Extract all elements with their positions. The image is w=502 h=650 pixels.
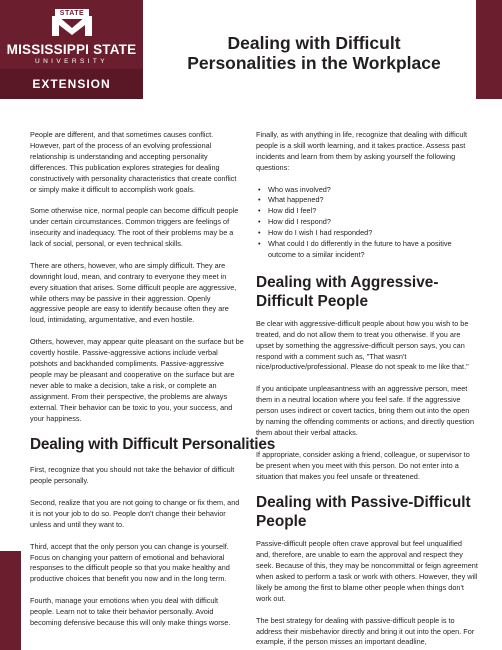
aggressive-support-paragraph: If appropriate, consider asking a friend, colleague, or supervisor to be present when you meet with this person. Do not enter into a situation that makes you feel unsafe or threatened. xyxy=(256,449,470,481)
left-column xyxy=(30,130,276,640)
reflection-questions-list xyxy=(256,185,478,261)
right-column xyxy=(256,130,478,650)
list-item: • What could I do differently in the future to have a positive outcome to a similar incident? xyxy=(256,239,478,261)
list-item: • How did I respond? xyxy=(256,217,478,228)
passive-aggressive-paragraph: Others, however, may appear quite pleasant on the surface but be covertly hostile. Passive-aggressive actions include verbal potshots and backhanded compliments. Passive-aggressive people may be pleasant and cooperative on the surface but are never able to make a decision, take a risk, or complete an assignment. From their perspective, the problems are always external. Their behavior can be toxic to you, your success, and your happiness. xyxy=(30,337,244,423)
passive-strategy-paragraph: The best strategy for dealing with passive-difficult people is to address their misbehavior directly and bring it out into the open. For example, if the person misses an important deadline, xyxy=(256,615,475,647)
aggressive-paragraph: There are others, however, who are simply difficult. They are downright loud, mean, and contrary to everyone they meet in every situation that arises. Some difficult people are aggressive, while others may be passive in their aggression. Openly aggressive people are easy to identify because often they are loud, intimidating, argumentative, and even hostile. xyxy=(30,260,237,325)
top-right-accent-bar xyxy=(476,0,502,99)
triggers-paragraph: Some otherwise nice, normal people can become difficult people under certain circumstances. Common triggers are feelings of insecurity and inadequacy. The root of their problems may be a lack of social, personal, or even technical skills. xyxy=(30,206,239,249)
msu-extension-logo xyxy=(0,0,143,99)
logo-state-badge: STATE xyxy=(55,9,89,19)
aggressive-boundaries-paragraph: Be clear with aggressive-difficult people about how you wish to be treated, and do not allow them to treat you otherwise. If you are upset by something the aggressive-difficult person says, you can respond with a comment such as, "That wasn't nice/productive/professional. Please do not speak to me like that." xyxy=(256,318,469,372)
section-heading-difficult-personalities: Dealing with Difficult Personalities xyxy=(30,436,276,454)
step-fourth-paragraph: Fourth, manage your emotions when you deal with difficult people. Learn not to take their behavior personally. Avoid becoming defensive because this will only make things worse. xyxy=(30,596,231,627)
step-second-paragraph: Second, realize that you are not going to change or fix them, and it is not your job to do so. People don't change their behavior unless and until they want to. xyxy=(30,498,240,529)
page-title xyxy=(152,33,476,73)
list-item: • Who was involved? xyxy=(256,185,478,196)
list-item: • What happened? xyxy=(256,195,478,206)
list-item: • How do I wish I had responded? xyxy=(256,228,478,239)
title-line-2: Personalities in the Workplace xyxy=(187,53,441,73)
intro-paragraph: People are different, and that sometimes causes conflict. However, part of the process of an evolving professional relationship is understanding and accepting personality differences. This publication explores strategies for dealing constructively with personality characteristics that create conflict or simply make it difficult to accomplish work goals. xyxy=(30,130,237,194)
list-item: • How did I feel? xyxy=(256,206,478,217)
logo-university-word: UNIVERSITY xyxy=(34,58,108,65)
aggressive-meeting-paragraph: If you anticipate unpleasantness with an aggressive person, meet them in a neutral location where you feel safe. If the aggressive person uses indirect or covert tactics, bring them out into the open by naming the offending comments or actions, and directly question them about their verbal attacks. xyxy=(256,384,475,437)
logo-university-name: MISSISSIPPI STATE xyxy=(6,42,137,57)
reflection-paragraph: Finally, as with anything in life, recognize that dealing with difficult people is a skill worth learning, and it takes practice. Assess past incidents and learn from them by asking yourself the following questions: xyxy=(256,130,468,172)
bottom-left-accent-bar xyxy=(0,551,21,650)
passive-description-paragraph: Passive-difficult people often crave approval but feel unqualified and, therefore, are unable to earn the approval and respect they seek. Because of this, they may be noncommittal or feign agreement when asked to perform a task or work with others. However, they will likely be among the first to blame other people when things don't work out. xyxy=(256,539,478,603)
step-first-paragraph: First, recognize that you should not take the behavior of difficult people personally. xyxy=(30,465,235,486)
section-heading-aggressive: Dealing with Aggressive-Difficult People xyxy=(256,273,439,310)
title-line-1: Dealing with Difficult xyxy=(227,33,401,53)
logo-extension-label: EXTENSION xyxy=(32,77,111,91)
section-heading-passive: Dealing with Passive-Difficult People xyxy=(256,494,471,531)
step-third-paragraph: Third, accept that the only person you can change is yourself. Focus on changing your pattern of emotional and behavioral responses to the difficult people so that you make healthy and productive choices that benefit you now and in the long term. xyxy=(30,541,230,584)
